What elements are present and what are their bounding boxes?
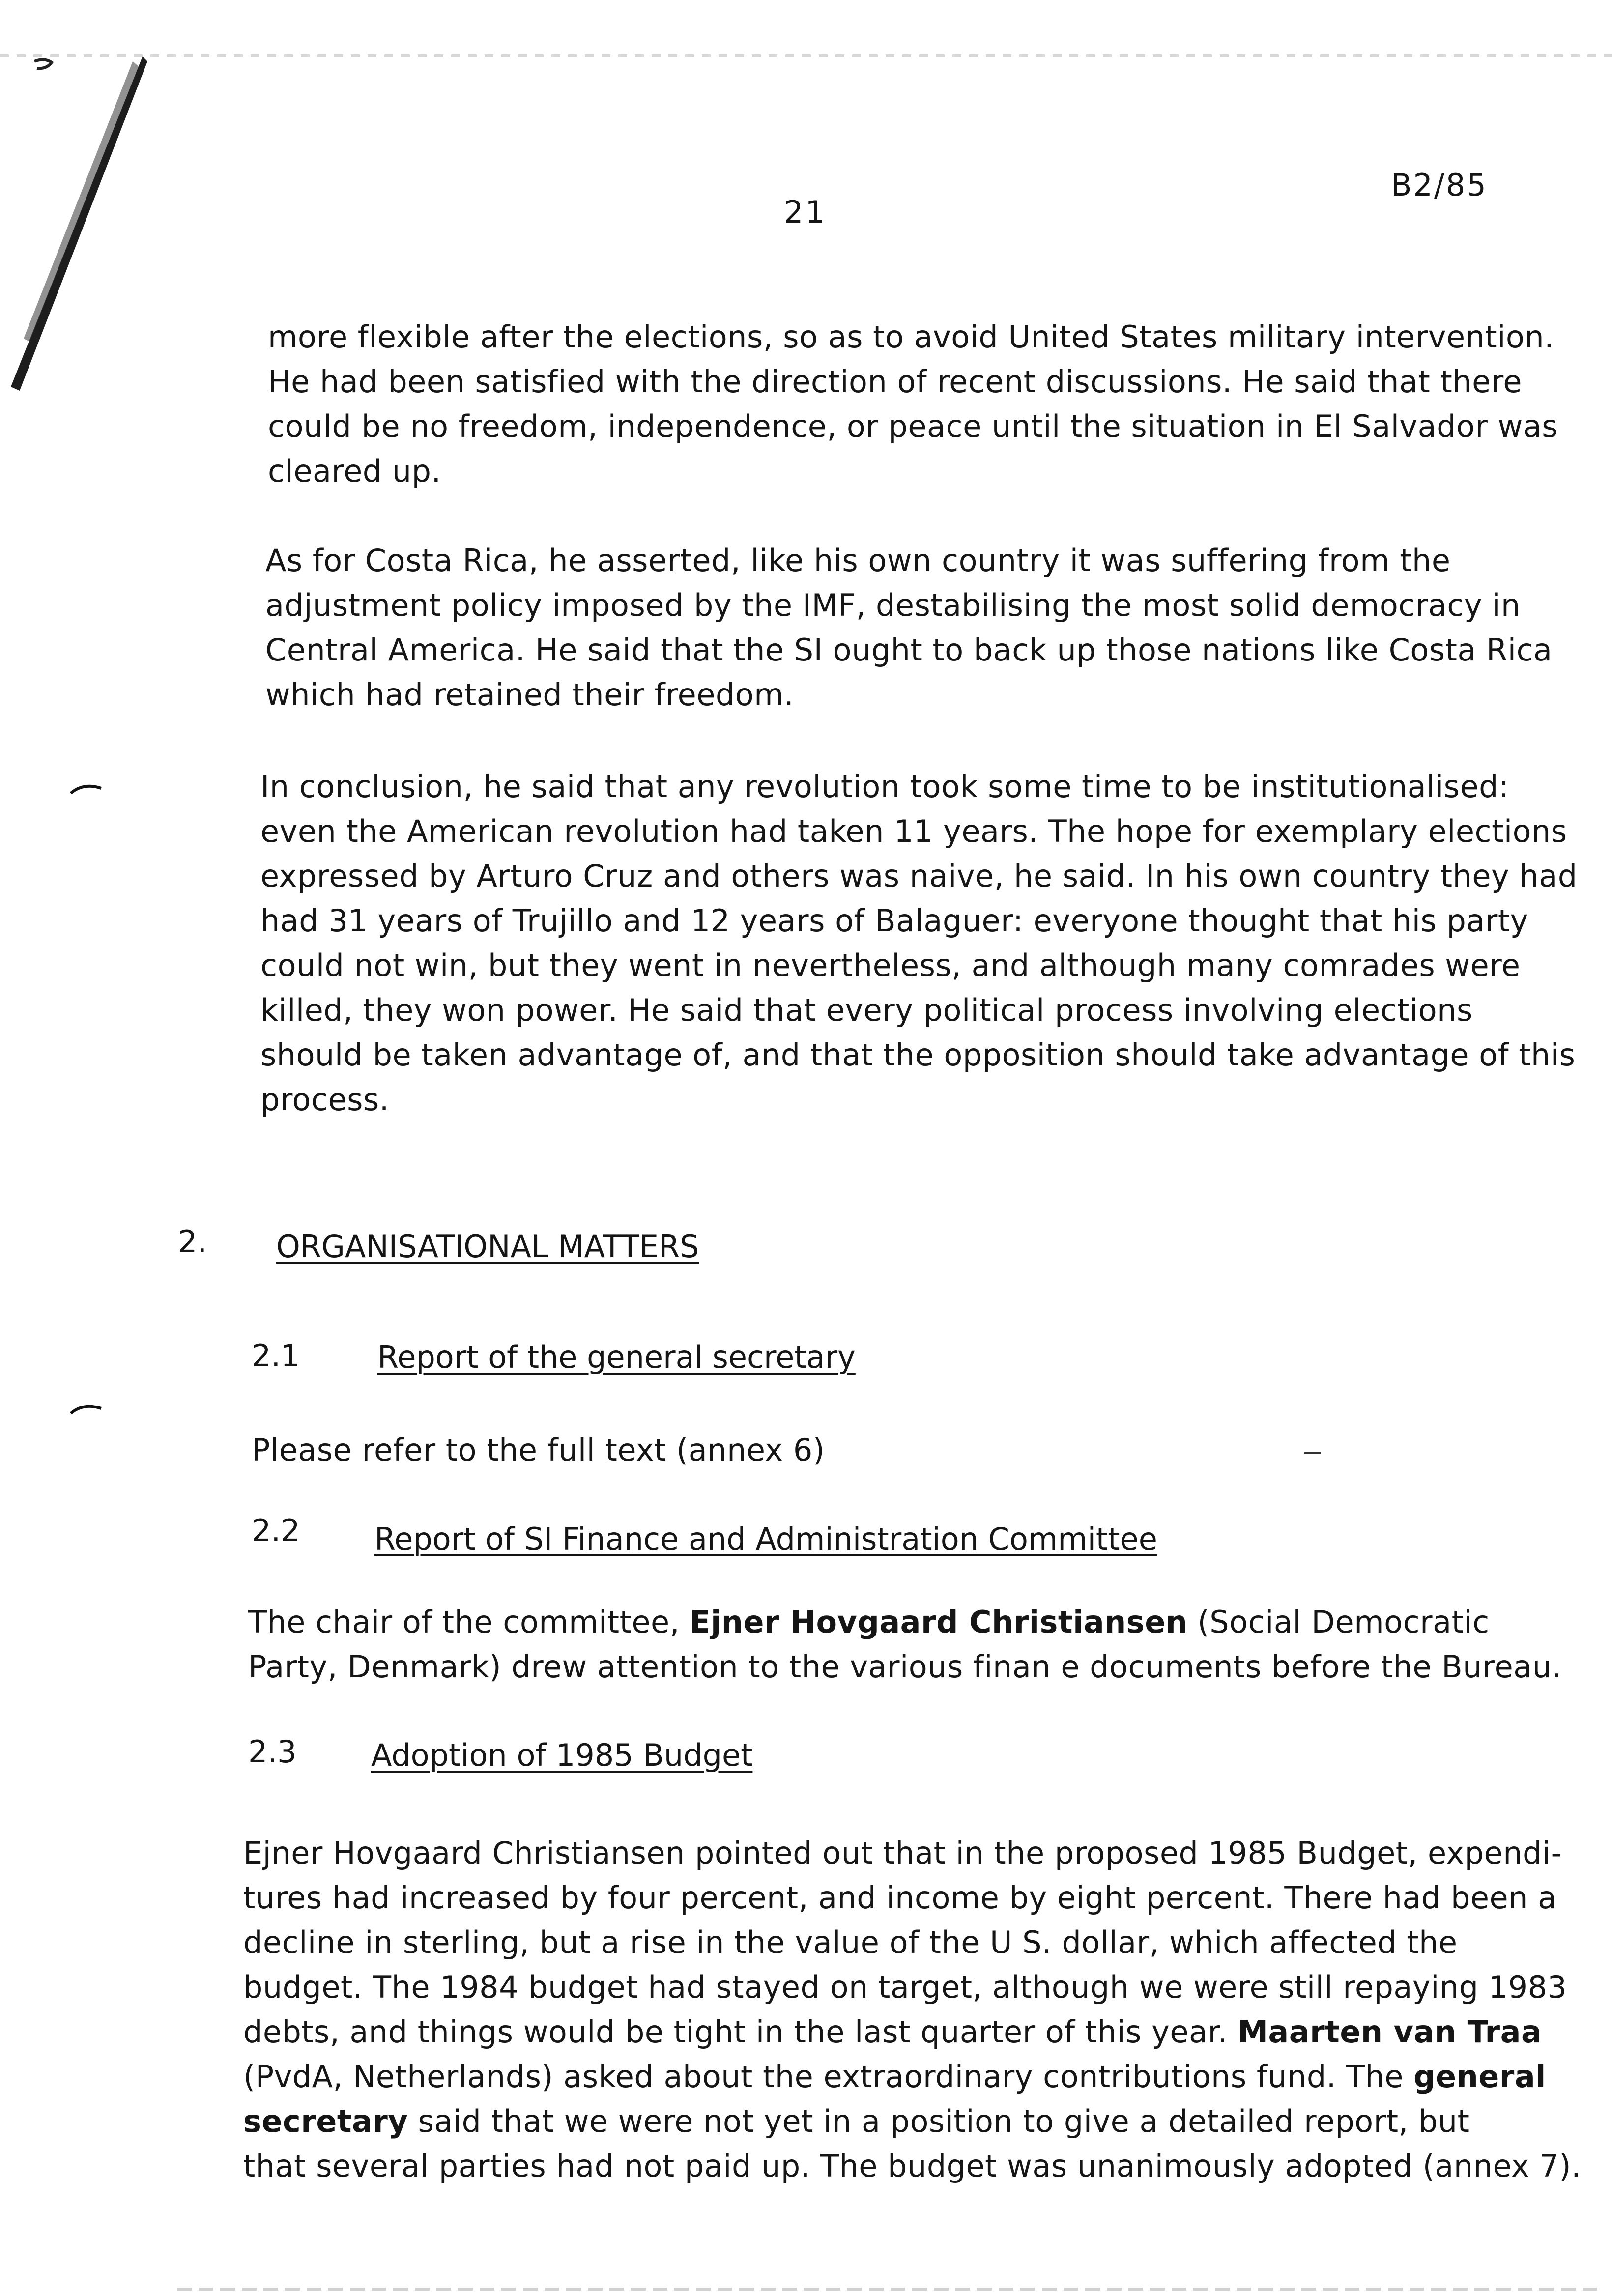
person-name: Ejner Hovgaard Christiansen [690, 1604, 1188, 1640]
text-line: could not win, but they went in nevertheless, and although many comrades were [260, 947, 1521, 983]
text-line: even the American revolution had taken 11 years. The hope for exemplary elections [260, 813, 1567, 849]
subsection-number: 2.1 [252, 1338, 300, 1374]
text-line [248, 1600, 1562, 1644]
paragraph-costa-rica [265, 538, 1553, 717]
margin-mark [69, 1402, 103, 1416]
subsection-title: Report of SI Finance and Administration Committee [374, 1521, 1157, 1557]
role-name: secretary [243, 2103, 408, 2139]
text-line: Central America. He said that the SI ought to back up those nations like Costa Rica [265, 632, 1553, 668]
text-line: Ejner Hovgaard Christiansen pointed out that in the proposed 1985 Budget, expendi- [243, 1835, 1562, 1871]
scan-edge-top [0, 54, 1612, 57]
subsection-title: Adoption of 1985 Budget [371, 1737, 753, 1773]
text-line [243, 2099, 1581, 2144]
text-line: had 31 years of Trujillo and 12 years of Balaguer: everyone thought that his party [260, 903, 1528, 939]
text-run: (PvdA, Netherlands) asked about the extraordinary contributions fund. The [243, 2059, 1414, 2095]
subsection-number: 2.3 [248, 1734, 297, 1770]
subsection-number: 2.2 [252, 1513, 300, 1549]
text-line: Please refer to the full text (annex 6) [252, 1432, 825, 1468]
text-line: budget. The 1984 budget had stayed on target, although we were still repaying 1983 [243, 1969, 1567, 2005]
text-line: Party, Denmark) drew attention to the various finan e documents before the Bureau. [248, 1649, 1562, 1685]
text-line: process. [260, 1082, 389, 1118]
text-line: which had retained their freedom. [265, 677, 794, 713]
text-line [243, 2054, 1581, 2099]
text-line: should be taken advantage of, and that the opposition should take advantage of this [260, 1037, 1576, 1073]
margin-mark [69, 781, 103, 796]
text-line: more flexible after the elections, so as to avoid United States military intervention. [268, 319, 1554, 355]
staple-mark [0, 47, 157, 401]
document-reference: B2/85 [1391, 167, 1488, 203]
paragraph-el-salvador [268, 315, 1558, 493]
paragraph-conclusion [260, 764, 1578, 1122]
page-number: 21 [784, 194, 827, 230]
text-line: As for Costa Rica, he asserted, like his own country it was suffering from the [265, 543, 1451, 578]
text-line: In conclusion, he said that any revolution took some time to be institutionalised: [260, 769, 1509, 804]
text-run: said that we were not yet in a position to give a detailed report, but [408, 2103, 1470, 2139]
text-line: expressed by Arturo Cruz and others was naive, he said. In his own country they had [260, 858, 1578, 894]
text-line [243, 2009, 1581, 2054]
text-run: (Social Democratic [1187, 1604, 1490, 1640]
text-line: killed, they won power. He said that every political process involving elections [260, 992, 1473, 1028]
text-line: could be no freedom, independence, or peace until the situation in El Salvador was [268, 408, 1558, 444]
person-name: Maarten van Traa [1238, 2014, 1542, 2050]
text-line: that several parties had not paid up. The budget was unanimously adopted (annex 7). [243, 2148, 1582, 2184]
section-title: ORGANISATIONAL MATTERS [276, 1229, 699, 1264]
role-name: general [1413, 2059, 1546, 2095]
text-line: cleared up. [268, 453, 441, 489]
subsection-title: Report of the general secretary [377, 1339, 856, 1375]
text-run: debts, and things would be tight in the last quarter of this year. [243, 2014, 1238, 2050]
paragraph-2-3 [243, 1831, 1581, 2188]
stray-dash [1304, 1452, 1321, 1454]
paragraph-2-2 [248, 1600, 1562, 1689]
section-number: 2. [178, 1224, 207, 1260]
text-line: tures had increased by four percent, and income by eight percent. There had been a [243, 1880, 1557, 1916]
text-run: The chair of the committee, [248, 1604, 690, 1640]
text-line: adjustment policy imposed by the IMF, destabilising the most solid democracy in [265, 587, 1521, 623]
scan-edge-bottom [177, 2288, 1602, 2291]
text-line: decline in sterling, but a rise in the value of the U S. dollar, which affected the [243, 1924, 1458, 1960]
text-line: He had been satisfied with the direction of recent discussions. He said that there [268, 364, 1522, 400]
paragraph-2-1 [252, 1428, 825, 1472]
